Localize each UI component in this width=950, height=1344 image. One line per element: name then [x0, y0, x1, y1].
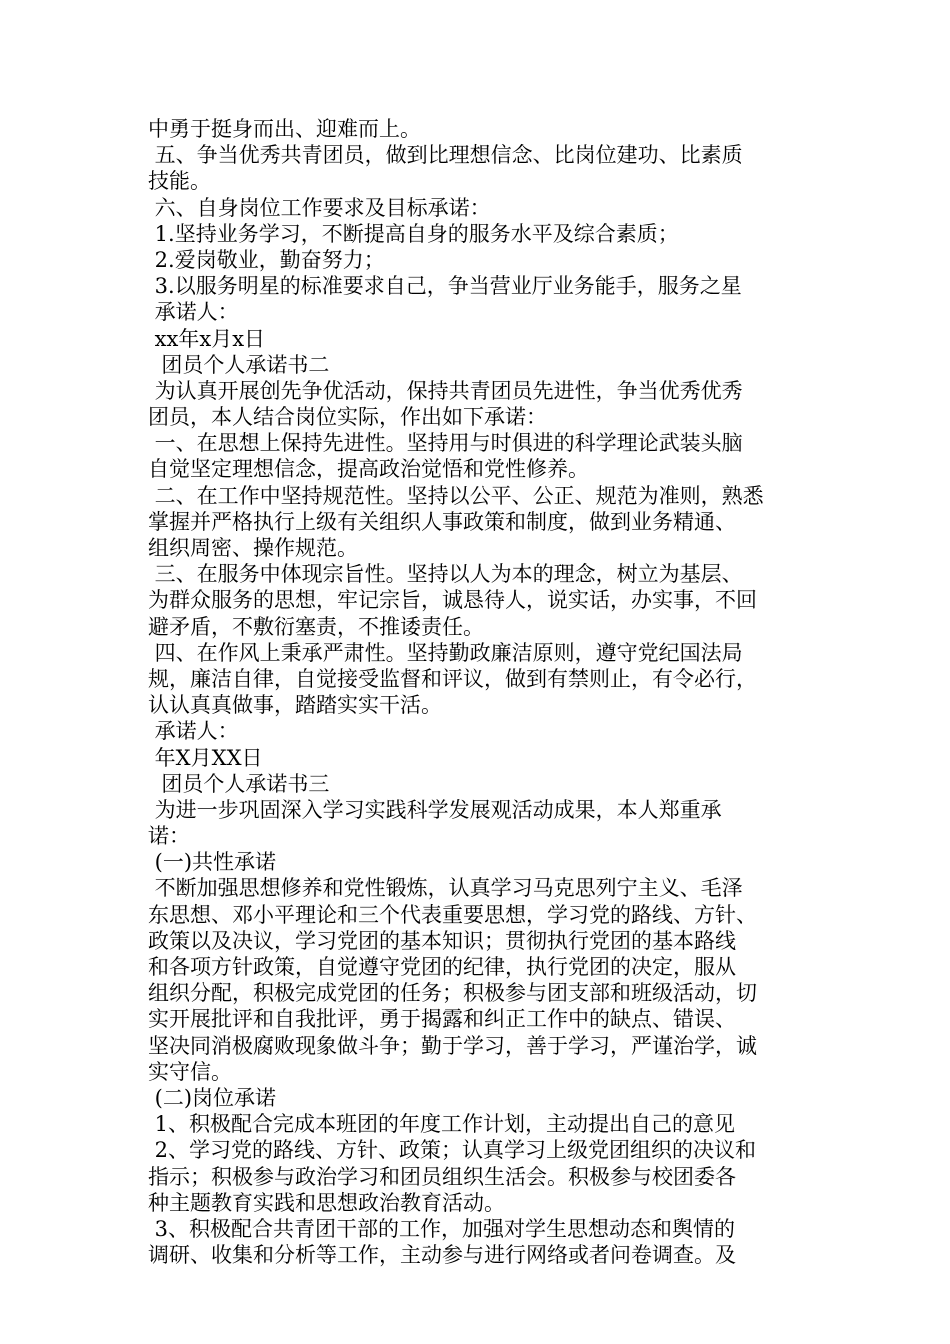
- text-line: 二、在工作中坚持规范性。坚持以公平、公正、规范为准则，熟悉: [148, 483, 764, 508]
- date-line: 年X月XX日: [148, 745, 263, 770]
- text-line: 坚决同消极腐败现象做斗争；勤于学习，善于学习，严谨治学，诚: [148, 1033, 757, 1058]
- text-line: 组织周密、操作规范。: [148, 536, 358, 560]
- document-title: 团员个人承诺书三: [148, 771, 330, 796]
- text-line: 技能。: [148, 169, 211, 194]
- section-heading: (一)共性承诺: [148, 850, 277, 875]
- text-line: 认认真真做事，踏踏实实干活。: [148, 693, 442, 718]
- text-line: 避矛盾，不敷衍塞责，不推诿责任。: [148, 614, 484, 639]
- text-line: 1、积极配合完成本班团的年度工作计划，主动提出自己的意见: [148, 1112, 736, 1137]
- text-line: 政策以及决议，学习党团的基本知识；贯彻执行党团的基本路线: [148, 928, 736, 953]
- section-heading: (二)岗位承诺: [148, 1085, 277, 1110]
- text-line: 2、学习党的路线、方针、政策；认真学习上级党团组织的决议和: [148, 1138, 757, 1163]
- text-line: 为群众服务的思想，牢记宗旨，诚恳待人，说实话，办实事，不回: [148, 588, 757, 613]
- text-line: 四、在作风上秉承严肃性。坚持勤政廉洁原则，遵守党纪国法局: [148, 640, 743, 665]
- text-line: 不断加强思想修养和党性锻炼，认真学习马克思列宁主义、毛泽: [148, 876, 743, 901]
- text-line: 为进一步巩固深入学习实践科学发展观活动成果，本人郑重承: [148, 797, 722, 822]
- section-heading: 六、自身岗位工作要求及目标承诺：: [148, 195, 491, 220]
- document-title: 团员个人承诺书二: [148, 352, 330, 377]
- text-line: 规，廉洁自律，自觉接受监督和评议，做到有禁则止，有令必行，: [148, 666, 757, 691]
- text-line: 团员，本人结合岗位实际，作出如下承诺：: [148, 405, 547, 430]
- text-line: 实开展批评和自我批评，勇于揭露和纠正工作中的缺点、错误、: [148, 1007, 736, 1032]
- text-line: 实守信。: [148, 1059, 232, 1084]
- text-line: 东思想、邓小平理论和三个代表重要思想，学习党的路线、方针、: [148, 902, 757, 927]
- text-line: 三、在服务中体现宗旨性。坚持以人为本的理念，树立为基层、: [148, 562, 743, 587]
- date-line: xx年x月x日: [148, 326, 266, 351]
- text-line: 种主题教育实践和思想政治教育活动。: [148, 1190, 505, 1215]
- text-line: 为认真开展创先争优活动，保持共青团员先进性，争当优秀优秀: [148, 378, 743, 403]
- text-line: 3.以服务明星的标准要求自己，争当营业厅业务能手，服务之星: [148, 274, 742, 299]
- text-line: 3、积极配合共青团干部的工作，加强对学生思想动态和舆情的: [148, 1216, 736, 1241]
- document-page: [148, 116, 813, 1268]
- text-line: 五、争当优秀共青团员，做到比理想信念、比岗位建功、比素质: [148, 143, 743, 168]
- text-line: 掌握并严格执行上级有关组织人事政策和制度，做到业务精通、: [148, 509, 736, 534]
- text-line: 诺：: [148, 824, 190, 849]
- text-line: 自觉坚定理想信念，提高政治觉悟和党性修养。: [148, 457, 589, 482]
- signature-label: 承诺人：: [148, 719, 239, 744]
- text-line: 和各项方针政策，自觉遵守党团的纪律，执行党团的决定，服从: [148, 955, 736, 979]
- text-line: 组织分配，积极完成党团的任务；积极参与团支部和班级活动，切: [148, 981, 757, 1006]
- signature-label: 承诺人：: [148, 300, 239, 325]
- text-line: 指示；积极参与政治学习和团员组织生活会。积极参与校团委各: [148, 1164, 736, 1189]
- text-line: 一、在思想上保持先进性。坚持用与时俱进的科学理论武装头脑: [148, 431, 743, 456]
- text-line: 中勇于挺身而出、迎难而上。: [148, 117, 421, 141]
- text-line: 调研、收集和分析等工作，主动参与进行网络或者问卷调查。及: [148, 1243, 736, 1268]
- text-line: 2.爱岗敬业，勤奋努力；: [148, 247, 385, 272]
- text-line: 1.坚持业务学习，不断提高自身的服务水平及综合素质；: [148, 221, 679, 246]
